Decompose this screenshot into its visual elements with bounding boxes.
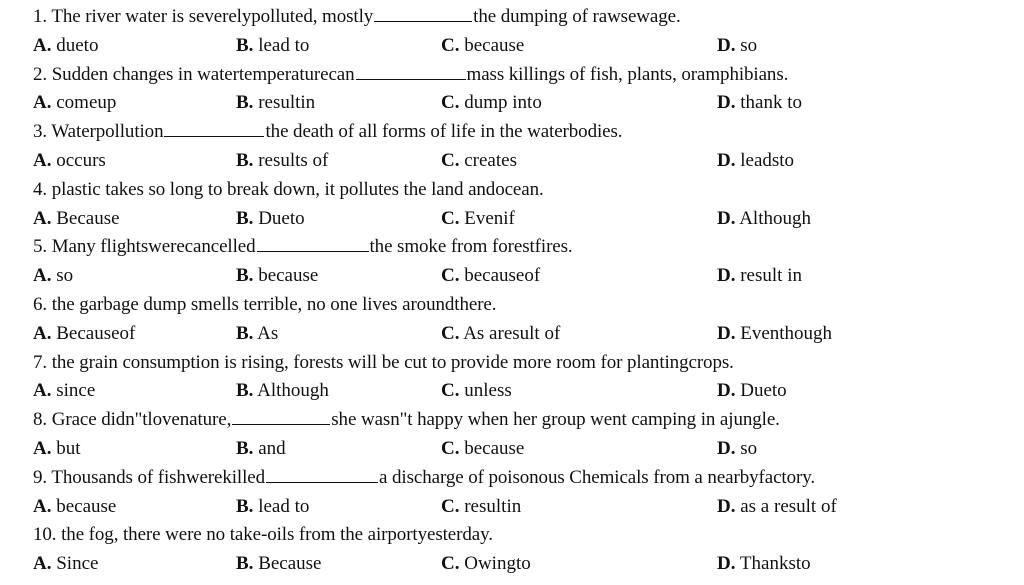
option-a[interactable] — [33, 550, 98, 578]
options-row — [0, 435, 1024, 463]
option-text: result in — [740, 265, 802, 287]
option-a[interactable] — [33, 32, 98, 60]
option-letter: C. — [441, 207, 460, 229]
option-text: Evenif — [464, 207, 515, 229]
option-a[interactable] — [33, 320, 135, 348]
option-c[interactable] — [441, 550, 531, 578]
option-a[interactable] — [33, 493, 116, 521]
option-letter: A. — [33, 438, 52, 459]
option-text: so — [56, 265, 74, 287]
option-text: Although — [257, 380, 329, 402]
question-text: Sudden changes in watertemperaturecan — [51, 63, 355, 85]
question-9 — [33, 464, 815, 492]
option-b[interactable] — [236, 32, 309, 60]
question-text-after-blank: the smoke from forestfires. — [369, 236, 573, 258]
option-letter: C. — [441, 92, 460, 114]
option-letter: A. — [33, 380, 52, 402]
option-text: leadsto — [740, 150, 795, 171]
option-letter: D. — [717, 495, 736, 517]
option-letter: B. — [236, 265, 254, 287]
question-number: 3. — [33, 121, 48, 143]
option-text: Thanksto — [739, 553, 811, 575]
answer-blank[interactable] — [356, 61, 466, 80]
option-b[interactable] — [236, 262, 318, 290]
option-text: so — [740, 34, 758, 56]
question-text: Waterpollution — [51, 121, 164, 143]
option-text: comeup — [56, 92, 117, 114]
option-letter: B. — [236, 380, 254, 402]
option-text: Dueto — [258, 207, 305, 229]
option-letter: D. — [717, 553, 736, 575]
answer-blank[interactable] — [266, 464, 378, 483]
question-text-after-blank: she wasn"t happy when her group went camping in ajungle. — [331, 409, 780, 431]
question-5 — [33, 233, 573, 261]
option-letter: B. — [236, 322, 254, 344]
question-1 — [33, 3, 681, 31]
option-text: As aresult of — [463, 322, 561, 344]
question-text: The river water is severelypolluted, mostly — [51, 6, 374, 27]
option-text: because — [258, 265, 319, 287]
option-letter: A. — [33, 322, 52, 344]
option-text: but — [56, 438, 81, 459]
answer-blank[interactable] — [257, 233, 369, 252]
option-c[interactable] — [441, 377, 512, 405]
question-10 — [33, 521, 493, 549]
option-d[interactable] — [717, 550, 811, 578]
option-text: results of — [258, 150, 329, 171]
option-text: Eventhough — [740, 322, 833, 344]
option-letter: D. — [717, 380, 736, 402]
option-text: Since — [56, 553, 99, 575]
question-number: 5. — [33, 236, 48, 258]
option-d[interactable] — [717, 262, 802, 290]
option-text: Dueto — [740, 380, 787, 402]
question-6 — [33, 291, 496, 319]
question-text: the garbage dump smells terrible, no one lives aroundthere. — [51, 294, 497, 315]
question-number: 6. — [33, 294, 48, 315]
option-text: because — [464, 34, 525, 56]
question-3 — [33, 118, 622, 146]
option-letter: D. — [717, 322, 736, 344]
question-text-after-blank: mass killings of fish, plants, oramphibians. — [466, 63, 789, 85]
option-text: becauseof — [464, 265, 541, 287]
question-4 — [33, 176, 544, 204]
option-text: thank to — [740, 92, 802, 114]
question-text-after-blank: a discharge of poisonous Chemicals from a nearbyfactory. — [379, 466, 816, 488]
option-text: As — [257, 322, 279, 344]
option-text: Because — [56, 207, 120, 229]
option-letter: C. — [441, 265, 460, 287]
option-letter: A. — [33, 34, 52, 56]
option-d[interactable] — [717, 89, 802, 117]
option-letter: D. — [717, 150, 736, 171]
question-7 — [33, 349, 734, 377]
option-letter: A. — [33, 207, 52, 229]
option-letter: B. — [236, 34, 254, 56]
option-b[interactable] — [236, 147, 328, 175]
option-text: Becauseof — [56, 322, 136, 344]
option-text: resultin — [258, 92, 316, 114]
option-letter: A. — [33, 92, 52, 114]
option-letter: C. — [441, 380, 460, 402]
option-letter: D. — [717, 207, 736, 229]
option-d[interactable] — [717, 147, 794, 175]
question-text: the fog, there were no take-oils from the airportyesterday. — [61, 524, 493, 546]
option-c[interactable] — [441, 89, 542, 117]
option-letter: D. — [717, 92, 736, 114]
option-text: unless — [464, 380, 512, 402]
option-d[interactable] — [717, 435, 757, 463]
option-b[interactable] — [236, 205, 305, 233]
option-letter: B. — [236, 495, 254, 517]
option-text: Because — [258, 553, 322, 575]
question-2 — [33, 61, 788, 89]
answer-blank[interactable] — [232, 406, 330, 425]
option-letter: B. — [236, 553, 254, 575]
option-a[interactable] — [33, 262, 73, 290]
option-c[interactable] — [441, 262, 540, 290]
question-text: plastic takes so long to break down, it pollutes the land andocean. — [51, 178, 544, 200]
option-text: because — [56, 495, 117, 517]
option-text: dump into — [464, 92, 542, 114]
option-letter: C. — [441, 438, 460, 459]
option-letter: A. — [33, 265, 52, 287]
option-d[interactable] — [717, 205, 811, 233]
option-c[interactable] — [441, 147, 517, 175]
answer-blank[interactable] — [374, 3, 472, 22]
option-letter: D. — [717, 438, 736, 459]
option-b[interactable] — [236, 377, 329, 405]
option-d[interactable] — [717, 377, 787, 405]
option-text: because — [464, 438, 525, 459]
question-8 — [33, 406, 780, 434]
question-text: Grace didn"tlovenature, — [51, 409, 232, 431]
option-letter: A. — [33, 150, 52, 171]
options-row — [0, 89, 1024, 117]
option-b[interactable] — [236, 320, 278, 348]
option-letter: A. — [33, 495, 52, 517]
option-text: lead to — [258, 495, 310, 517]
question-number: 2. — [33, 63, 48, 85]
option-a[interactable] — [33, 377, 95, 405]
options-row — [0, 320, 1024, 348]
question-number: 4. — [33, 178, 48, 200]
option-b[interactable] — [236, 550, 322, 578]
options-row — [0, 262, 1024, 290]
option-c[interactable] — [441, 435, 524, 463]
option-letter: A. — [33, 553, 52, 575]
option-letter: B. — [236, 207, 254, 229]
option-letter: B. — [236, 150, 254, 171]
question-number: 9. — [33, 466, 48, 488]
option-letter: B. — [236, 438, 254, 459]
question-text: Many flightswerecancelled — [51, 236, 256, 258]
options-row — [0, 32, 1024, 60]
option-text: resultin — [464, 495, 522, 517]
option-text: creates — [464, 150, 517, 171]
option-d[interactable] — [717, 493, 837, 521]
option-a[interactable] — [33, 147, 106, 175]
question-number: 10. — [33, 524, 57, 546]
option-d[interactable] — [717, 320, 832, 348]
question-text-after-blank: the death of all forms of life in the waterbodies. — [265, 121, 623, 143]
option-b[interactable] — [236, 493, 309, 521]
option-letter: C. — [441, 495, 460, 517]
option-text: lead to — [258, 34, 310, 56]
option-letter: D. — [717, 265, 736, 287]
options-row — [0, 147, 1024, 175]
question-text: Thousands of fishwerekilled — [51, 466, 266, 488]
option-letter: B. — [236, 92, 254, 114]
option-letter: C. — [441, 322, 460, 344]
option-text: occurs — [56, 150, 106, 171]
option-a[interactable] — [33, 89, 116, 117]
question-text: the grain consumption is rising, forests will be cut to provide more room for plantingcrops. — [51, 351, 734, 373]
option-c[interactable] — [441, 493, 521, 521]
question-number: 8. — [33, 409, 48, 431]
option-text: so — [740, 438, 758, 459]
option-text: Although — [739, 207, 811, 229]
option-a[interactable] — [33, 435, 81, 463]
option-c[interactable] — [441, 32, 524, 60]
option-letter: D. — [717, 34, 736, 56]
option-d[interactable] — [717, 32, 757, 60]
option-letter: C. — [441, 553, 460, 575]
option-a[interactable] — [33, 205, 120, 233]
option-c[interactable] — [441, 320, 560, 348]
option-text: as a result of — [740, 495, 837, 517]
option-letter: C. — [441, 34, 460, 56]
question-text-after-blank: the dumping of rawsewage. — [473, 6, 681, 27]
option-text: Owingto — [464, 553, 531, 575]
option-text: and — [258, 438, 286, 459]
options-row — [0, 493, 1024, 521]
option-letter: C. — [441, 150, 460, 171]
options-row — [0, 205, 1024, 233]
question-number: 7. — [33, 351, 48, 373]
answer-blank[interactable] — [164, 118, 264, 137]
option-b[interactable] — [236, 89, 315, 117]
options-row — [0, 377, 1024, 405]
option-c[interactable] — [441, 205, 515, 233]
option-text: dueto — [56, 34, 99, 56]
option-text: since — [56, 380, 96, 402]
option-b[interactable] — [236, 435, 286, 463]
question-number: 1. — [33, 6, 48, 27]
options-row — [0, 550, 1024, 578]
